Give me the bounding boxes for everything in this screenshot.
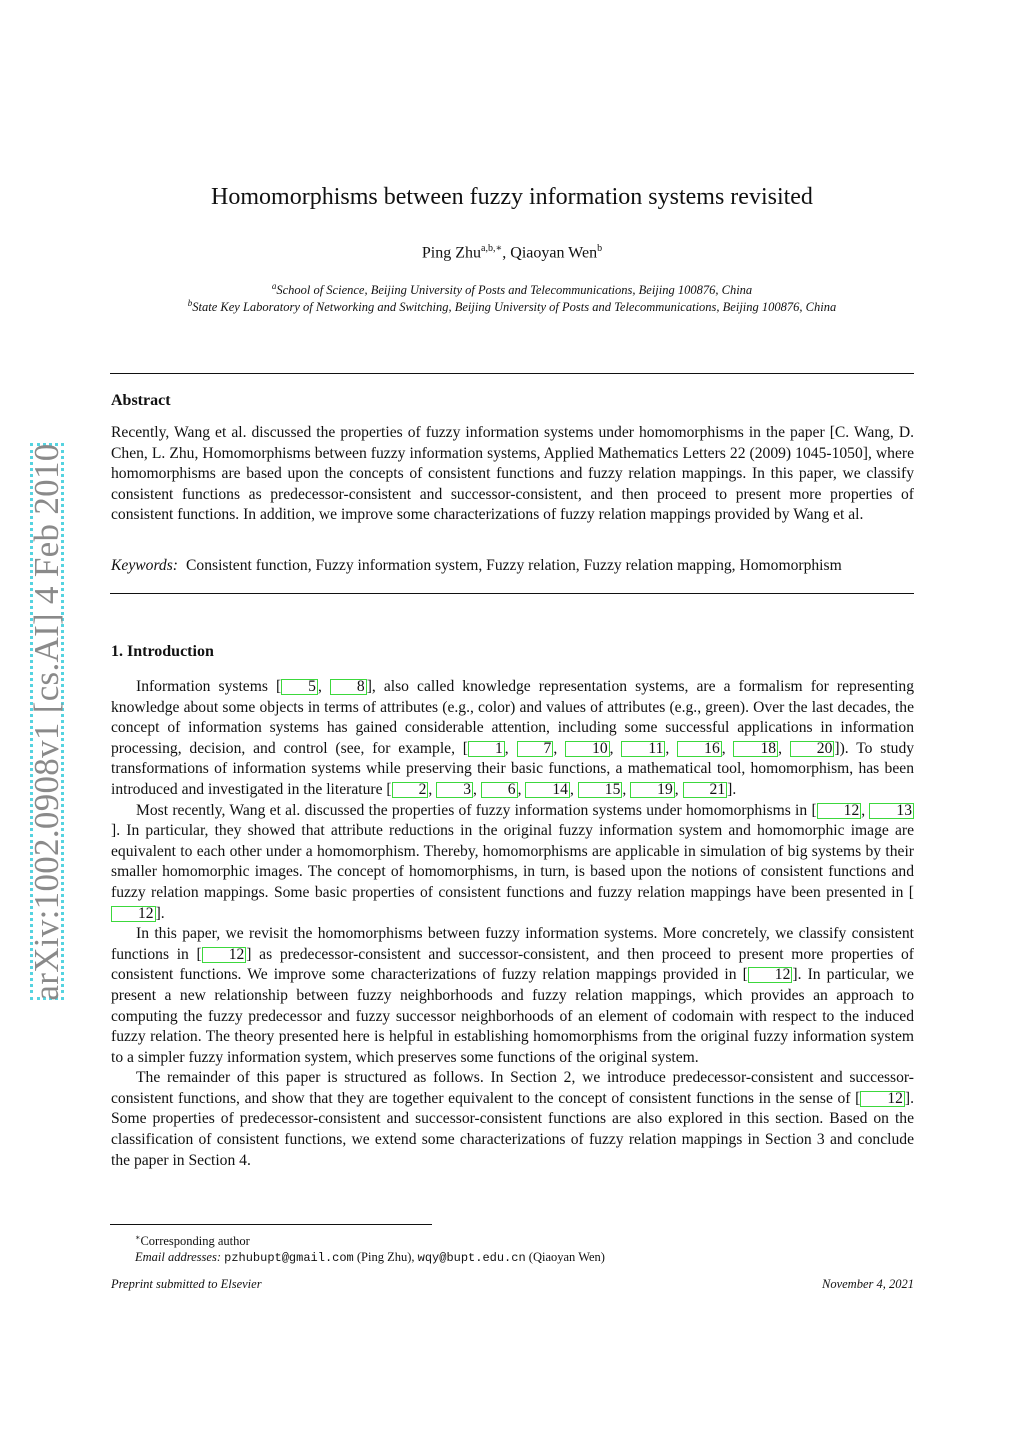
text-run: ]. In particular, we present a new relationship between fuzzy neighborhoods and fuzzy relation mappings, which provides an approach to computing the fuzzy predecessor and fuzzy successor neighborhoods of an element of codomain with respect to the induced fuzzy relation. The theory presented here is helpful in establishing homomorphisms from the original fuzzy information system to a simpler fuzzy information system, which preserves some functions of the original system.: [111, 966, 914, 1066]
citation-separator: ,: [622, 780, 631, 798]
footnotes: [135, 1230, 605, 1266]
email-owner: (Ping Zhu),: [353, 1250, 418, 1265]
citation-separator: ,: [569, 780, 578, 798]
paper-title: Homomorphisms between fuzzy information systems revisited: [211, 184, 813, 210]
text-run: ] as predecessor-consistent and successor-consistent, and then proceed to present more properties of consistent functions. We improve some characterizations of fuzzy relation mappings provided in [: [111, 945, 915, 984]
citation-separator: ,: [721, 739, 734, 757]
affil-text: School of Science, Beijing University of Posts and Telecommunications, Beijing 100876, China: [276, 283, 753, 298]
abstract-top-rule: [110, 373, 914, 374]
abstract-heading: Abstract: [111, 392, 171, 409]
citation-link[interactable]: 7: [517, 741, 554, 757]
citation-list: [860, 1090, 905, 1107]
citation-link[interactable]: 8: [330, 679, 367, 695]
text-run: ]. Some properties of predecessor-consistent and successor-consistent functions are also explored in this section. Based on the classification of consistent functions, we extend some characterizations of fuzzy relation mappings in Section 3 and conclude the paper in Section 4.: [111, 1089, 914, 1169]
preprint-note: Preprint submitted to Elsevier: [111, 1277, 262, 1291]
citation-separator: ,: [553, 739, 566, 757]
email-note: [135, 1249, 605, 1266]
citation-link[interactable]: 13: [869, 803, 914, 819]
text-run: ]). To study transformations of information systems while preserving their basic functions, a mathematical tool, homomorphism, has been introduced and investigated in the literature [: [111, 739, 915, 798]
affiliation-a: [110, 281, 914, 298]
abstract-bottom-rule: [110, 593, 914, 594]
introduction-body: [111, 677, 914, 1171]
author-name: Ping Zhu: [421, 244, 482, 262]
abstract-text: Recently, Wang et al. discussed the properties of fuzzy information systems under homomorphisms in the paper [C. Wang, D. Chen, L. Zhu, Homomorphisms between fuzzy information systems, Applied Mathematics Letters 22 (2009) 1045-1050], where homomorphisms are based upon the concepts of consistent functions and fuzzy relation mappings. In this paper, we classify consistent functions as predecessor-consistent and successor-consistent, and then proceed to present more properties of consistent functions. In addition, we improve some characterizations of fuzzy relation mappings provided by Wang et al.: [111, 424, 914, 524]
affiliation-b: [110, 298, 914, 315]
author-line: [110, 243, 914, 262]
citation-list: [468, 740, 834, 757]
text-run: In this paper, we revisit the homomorphisms between fuzzy information systems. More concretely, we classify consistent functions in [: [111, 925, 914, 963]
citation-link[interactable]: 3: [436, 782, 473, 798]
citation-link[interactable]: 12: [111, 906, 156, 922]
section-heading: 1. Introduction: [111, 643, 214, 660]
keywords: [111, 557, 914, 575]
citation-link[interactable]: 14: [525, 782, 570, 798]
text-run: Most recently, Wang et al. discussed the properties of fuzzy information systems under homomorphisms in [: [136, 801, 817, 819]
citation-separator: ,: [472, 780, 481, 798]
paragraph: [111, 924, 914, 1068]
citation-link[interactable]: 12: [860, 1091, 905, 1107]
text-run: The remainder of this paper is structured as follows. In Section 2, we introduce predecessor-consistent and successor-consistent functions, and show that they are together equivalent to the concept of consistent functions in the sense of [: [111, 1069, 914, 1107]
citation-link[interactable]: 11: [621, 741, 665, 757]
citation-list: [202, 946, 247, 963]
citation-separator: ,: [674, 780, 683, 798]
keywords-label: Keywords:: [111, 557, 178, 574]
citation-separator: ,: [317, 678, 330, 695]
email-link[interactable]: pzhubupt@gmail.com: [224, 1251, 354, 1266]
citation-link[interactable]: 12: [817, 803, 862, 819]
citation-separator: ,: [609, 739, 622, 757]
affil-text: State Key Laboratory of Networking and Switching, Beijing University of Posts and Telecommunications, Beijing 100876, China: [192, 300, 837, 315]
author-separator: ,: [502, 244, 511, 262]
email-label: Email addresses:: [135, 1250, 221, 1265]
keywords-text: Consistent function, Fuzzy information system, Fuzzy relation, Fuzzy relation mapping, Homomorphism: [186, 557, 842, 574]
citation-list: [817, 802, 914, 819]
citation-link[interactable]: 19: [630, 782, 675, 798]
footnote-mark: ∗: [135, 1233, 141, 1242]
affil-mark: a: [271, 281, 277, 291]
footnote-rule: [110, 1224, 432, 1225]
citation-link[interactable]: 15: [578, 782, 623, 798]
citation-link[interactable]: 12: [748, 967, 793, 983]
citation-link[interactable]: 20: [790, 741, 835, 757]
citation-link[interactable]: 2: [392, 782, 429, 798]
citation-separator: ,: [861, 801, 870, 819]
citation-separator: ,: [665, 739, 678, 757]
citation-link[interactable]: 10: [565, 741, 610, 757]
citation-link[interactable]: 12: [202, 947, 247, 963]
citation-link[interactable]: 1: [468, 741, 505, 757]
text-run: ], also called knowledge representation systems, are a formalism for representing knowledge about some objects in terms of attributes (e.g., color) and values of attributes (e.g., green). Over the last decades, the concept of information systems has gained considerable attention, including some successful applications in information processing, decision, and control (see, for example, [: [111, 678, 914, 757]
text-run: ].: [727, 780, 737, 798]
footnote-text: Corresponding author: [140, 1234, 250, 1249]
citation-separator: ,: [428, 780, 437, 798]
citation-link[interactable]: 16: [677, 741, 722, 757]
citation-link[interactable]: 21: [683, 782, 728, 798]
date: November 4, 2021: [822, 1277, 914, 1291]
arxiv-id[interactable]: arXiv:1002.0908v1 [cs.AI] 4 Feb 2010: [27, 442, 66, 1001]
paragraph: [111, 801, 914, 925]
email-owner: (Qiaoyan Wen): [525, 1250, 605, 1265]
citation-list: [281, 678, 367, 695]
text-run: Information systems [: [136, 678, 282, 695]
citation-list: [748, 966, 793, 983]
author-affil-mark: a,b,∗: [481, 243, 503, 254]
author-affil-mark: b: [597, 243, 603, 254]
citation-separator: ,: [504, 739, 517, 757]
author-name: Qiaoyan Wen: [510, 244, 598, 262]
corresponding-author-note: [135, 1230, 605, 1249]
citation-link[interactable]: 5: [281, 679, 318, 695]
paragraph: [111, 1068, 914, 1171]
citation-separator: ,: [778, 739, 790, 757]
text-run: ]. In particular, they showed that attribute reductions in the original fuzzy information system and homomorphic image are equivalent to each other under a homomorphism. Thereby, homomorphisms are applicable in simulation of big systems by their smaller homomorphic images. The concept of homomorphisms, in turn, is based upon the notions of consistent functions and fuzzy relation mappings. Some basic properties of consistent functions and fuzzy relation mappings have been presented in [: [111, 822, 914, 901]
citation-list: [392, 781, 728, 798]
citation-list: [111, 905, 156, 922]
citation-link[interactable]: 18: [733, 741, 778, 757]
arxiv-stamp[interactable]: [27, 442, 66, 1001]
paragraph: [111, 677, 914, 801]
email-link[interactable]: wqy@bupt.edu.cn: [417, 1251, 526, 1266]
citation-link[interactable]: 6: [481, 782, 518, 798]
citation-separator: ,: [517, 780, 526, 798]
affil-mark: b: [187, 298, 193, 308]
text-run: ].: [155, 904, 165, 922]
